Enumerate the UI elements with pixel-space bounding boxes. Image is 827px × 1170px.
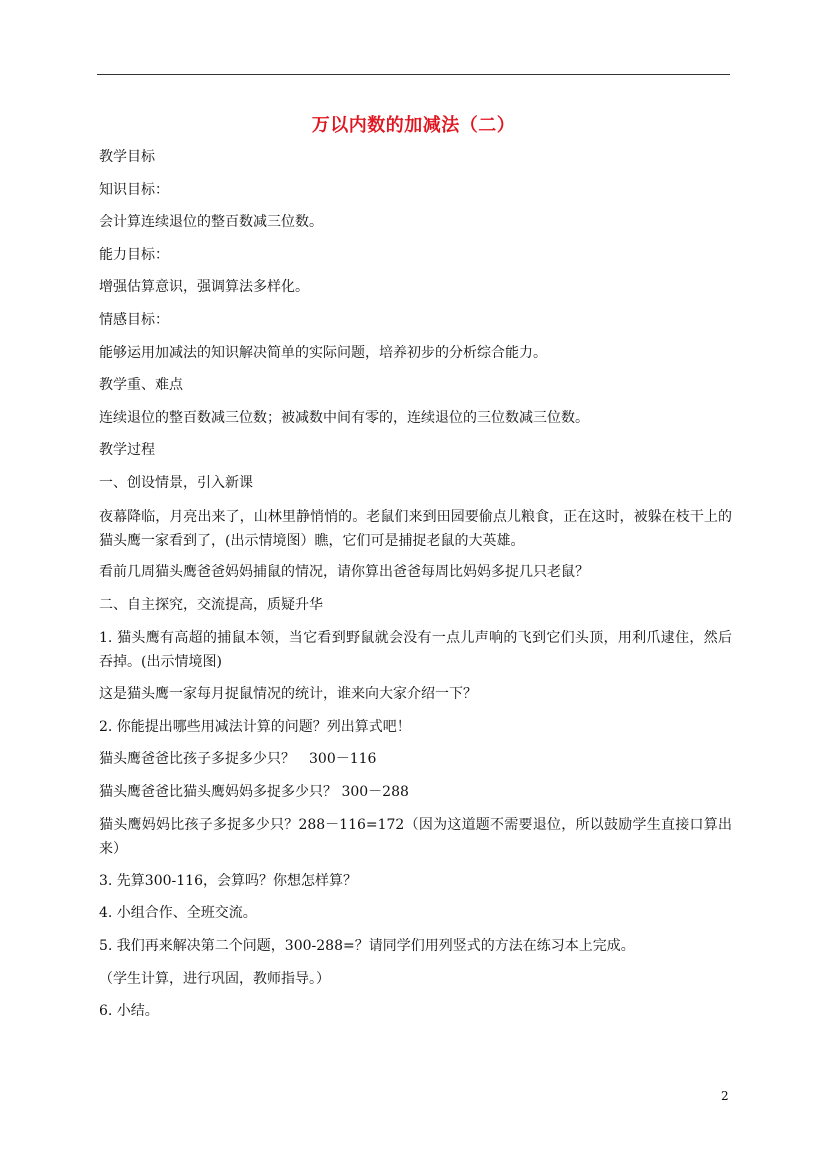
section-heading: 教学过程 [99, 442, 155, 459]
paragraph: 增强估算意识，强调算法多样化。 [99, 279, 309, 296]
list-item: 2. 你能提出哪些用减法计算的问题？列出算式吧！ [99, 718, 411, 735]
list-item: 4. 小组合作、全班交流。 [99, 905, 257, 922]
subheading: 一、创设情景，引入新课 [99, 474, 253, 491]
page-number: 2 [721, 1089, 729, 1103]
section-heading: 教学重、难点 [99, 377, 183, 394]
paragraph: （学生计算，进行巩固，教师指导。） [99, 970, 330, 987]
paragraph: 连续退位的整百数减三位数；被减数中间有零的，连续退位的三位数减三位数。 [99, 409, 589, 426]
paragraph: 夜幕降临，月亮出来了，山林里静悄悄的。老鼠们来到田园要偷点儿粮食，正在这时，被躲在枝干上的猫头鹰一家看到了，(出示情境图）瞧，它们可是捕捉老鼠的大英雄。 [99, 508, 732, 549]
subheading: 能力目标： [99, 246, 169, 263]
paragraph: 猫头鹰爸爸比猫头鹰妈妈多捉多少只？ 300－288 [99, 783, 409, 800]
subheading: 知识目标： [99, 181, 169, 198]
document-body [99, 146, 732, 1033]
paragraph: 猫头鹰妈妈比孩子多捉多少只？288－116=172（因为这道题不需要退位，所以鼓励学生直接口算出来） [99, 817, 732, 858]
list-item: 6. 小结。 [99, 1003, 159, 1020]
paragraph: 猫头鹰爸爸比孩子多捉多少只？ 300－116 [99, 751, 377, 768]
paragraph: 会计算连续退位的整百数减三位数。 [99, 214, 323, 231]
list-item: 3. 先算300-116，会算吗？你想怎样算？ [99, 872, 357, 889]
paragraph: 看前几周猫头鹰爸爸妈妈捕鼠的情况，请你算出爸爸每周比妈妈多捉几只老鼠？ [99, 564, 589, 581]
list-item: 5. 我们再来解决第二个问题，300-288=？请同学们用列竖式的方法在练习本上完成。 [99, 938, 635, 955]
subheading: 情感目标： [99, 311, 169, 328]
header-rule [97, 74, 730, 75]
document-title: 万以内数的加减法（二） [311, 115, 516, 136]
section-heading: 教学目标 [99, 149, 155, 165]
list-item: 1. 猫头鹰有高超的捕鼠本领，当它看到野鼠就会没有一点儿声响的飞到它们头顶，用利爪逮住，然后吞掉。(出示情境图) [99, 630, 732, 671]
paragraph: 能够运用加减法的知识解决简单的实际问题，培养初步的分析综合能力。 [99, 344, 547, 361]
paragraph: 这是猫头鹰一家每月捉鼠情况的统计，谁来向大家介绍一下？ [99, 685, 477, 702]
subheading: 二、自主探究，交流提高，质疑升华 [99, 596, 323, 613]
